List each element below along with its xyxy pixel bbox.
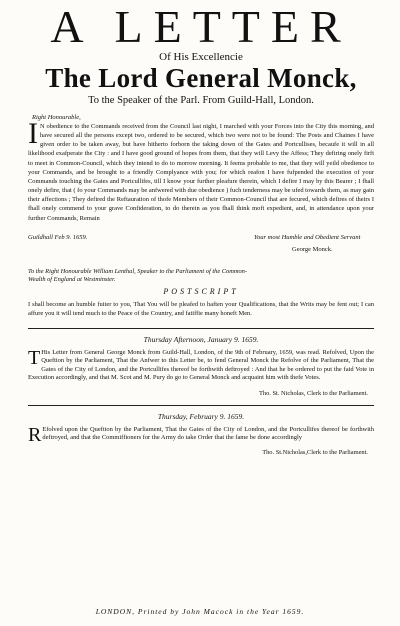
- resolution1-clerk: Tho. St. Nicholas, Clerk to the Parliament.: [259, 389, 368, 397]
- resolution1-text: [28, 349, 374, 383]
- closing: Your most Humble and Obedient Servant: [254, 233, 361, 241]
- title-of-line: Of His Excellencie: [159, 51, 243, 63]
- resolution2-date: Thursday, February 9. 1659.: [157, 411, 245, 421]
- broadside-page: [0, 1, 400, 626]
- divider: [28, 405, 374, 406]
- drop-cap: T: [28, 347, 41, 370]
- resolution2-clerk: Tho. St.Nicholas,Clerk to the Parliament.: [262, 449, 368, 457]
- addressee: To the Right Honourable William Lenthal, Speaker to the Parliament of the Common-Wealth of England at Westminster.: [28, 267, 247, 284]
- salutation: Right Honourable,: [32, 114, 81, 121]
- imprint: LONDON, Printed by John Macock in the Year 1659.: [95, 607, 305, 616]
- letter-body-text: N obedience to the Commands received from the Council last night, I marched with your Forces into the City this morning, and have secured all the persons except two, ordered to be secured, which two were not to be found: The Posts and Chaines I have given order to be taken away, but have hitherto forborn the taking down of the Gates and Portcullises, becaufe it will in all likelihood exafperate the City : and I have good ground of hopes from them, that they will Levy the Affess; They defiring onely firft to meet in Common-Council, which they intend to do to morrow morning. It feems probable to me, that they will yeild obedience to your Commands, and be brought to a friendly Complyance with you; for which reafon I have fufpended the execution of your Commands touching the Gates and Portcullifes, till I know your further pleafure therein, which I defire I may by this Bearer ; I fhall onely defire, that ( fo your Commands may be anfwered with due obedience ) fuch tenderness may be ufed towards them, as may gain their affections ; They defired the Reftauration of thofe Members of their Common-Council that are fecured, which defires of theirs I fhall onely commend to your grave Confideration, to do therein as you fhall think moft expedient, and, in attendance upon your further Commands, Remain: [28, 123, 374, 222]
- divider: [28, 328, 374, 329]
- title-to-line: To the Speaker of the Parl. From Guild-Hall, London.: [88, 95, 314, 106]
- drop-cap: R: [28, 423, 42, 446]
- title-name: The Lord General Monck,: [45, 63, 357, 93]
- place-date: Guildhall Feb 9. 1659.: [28, 233, 88, 241]
- resolution1-body: His Letter from General George Monck from Guild-Hall, London, of the 9th of February, 1659, was read. Refolved, Upon the Queftion by the Parliament, That the Anfwer to this Letter be, to fend General Monck the Refolve of the Parliament, That the Gates of the City of London, and the Portcullifes thereof be forthwith deftroyed : And that he be ordered to put the faid Vote in Execution accordingly, and that M. Scot and M. Pury do go to General Monck and acquaint him with thefe Votes.: [28, 349, 374, 382]
- postscript-heading: POSTSCRIPT: [163, 286, 239, 296]
- postscript-text: I shall become an humble fuiter to you, That You will be pleafed to haften your Qualifications, that the Writs may be fent out; I can affure you it will tend much to the Peace of the Country, and fatiffie many honeft Men.: [28, 300, 374, 317]
- closing-block: [254, 233, 374, 254]
- signature: George Monck.: [292, 245, 333, 253]
- drop-cap: I: [28, 117, 38, 150]
- resolution1-date: Thursday Afternoon, January 9. 1659.: [143, 335, 259, 345]
- document-title: A LETTER: [50, 1, 352, 52]
- signature-row: [28, 233, 374, 254]
- resolution2-text: [28, 423, 374, 446]
- resolution2-body: Efolved upon the Queftion by the Parliament, That the Gates of the City of London, and the Portcullifes thereof be forthwith deftroyed, and that the Commiffioners for the Army do take Order that the fame be done accordingly: [42, 425, 374, 442]
